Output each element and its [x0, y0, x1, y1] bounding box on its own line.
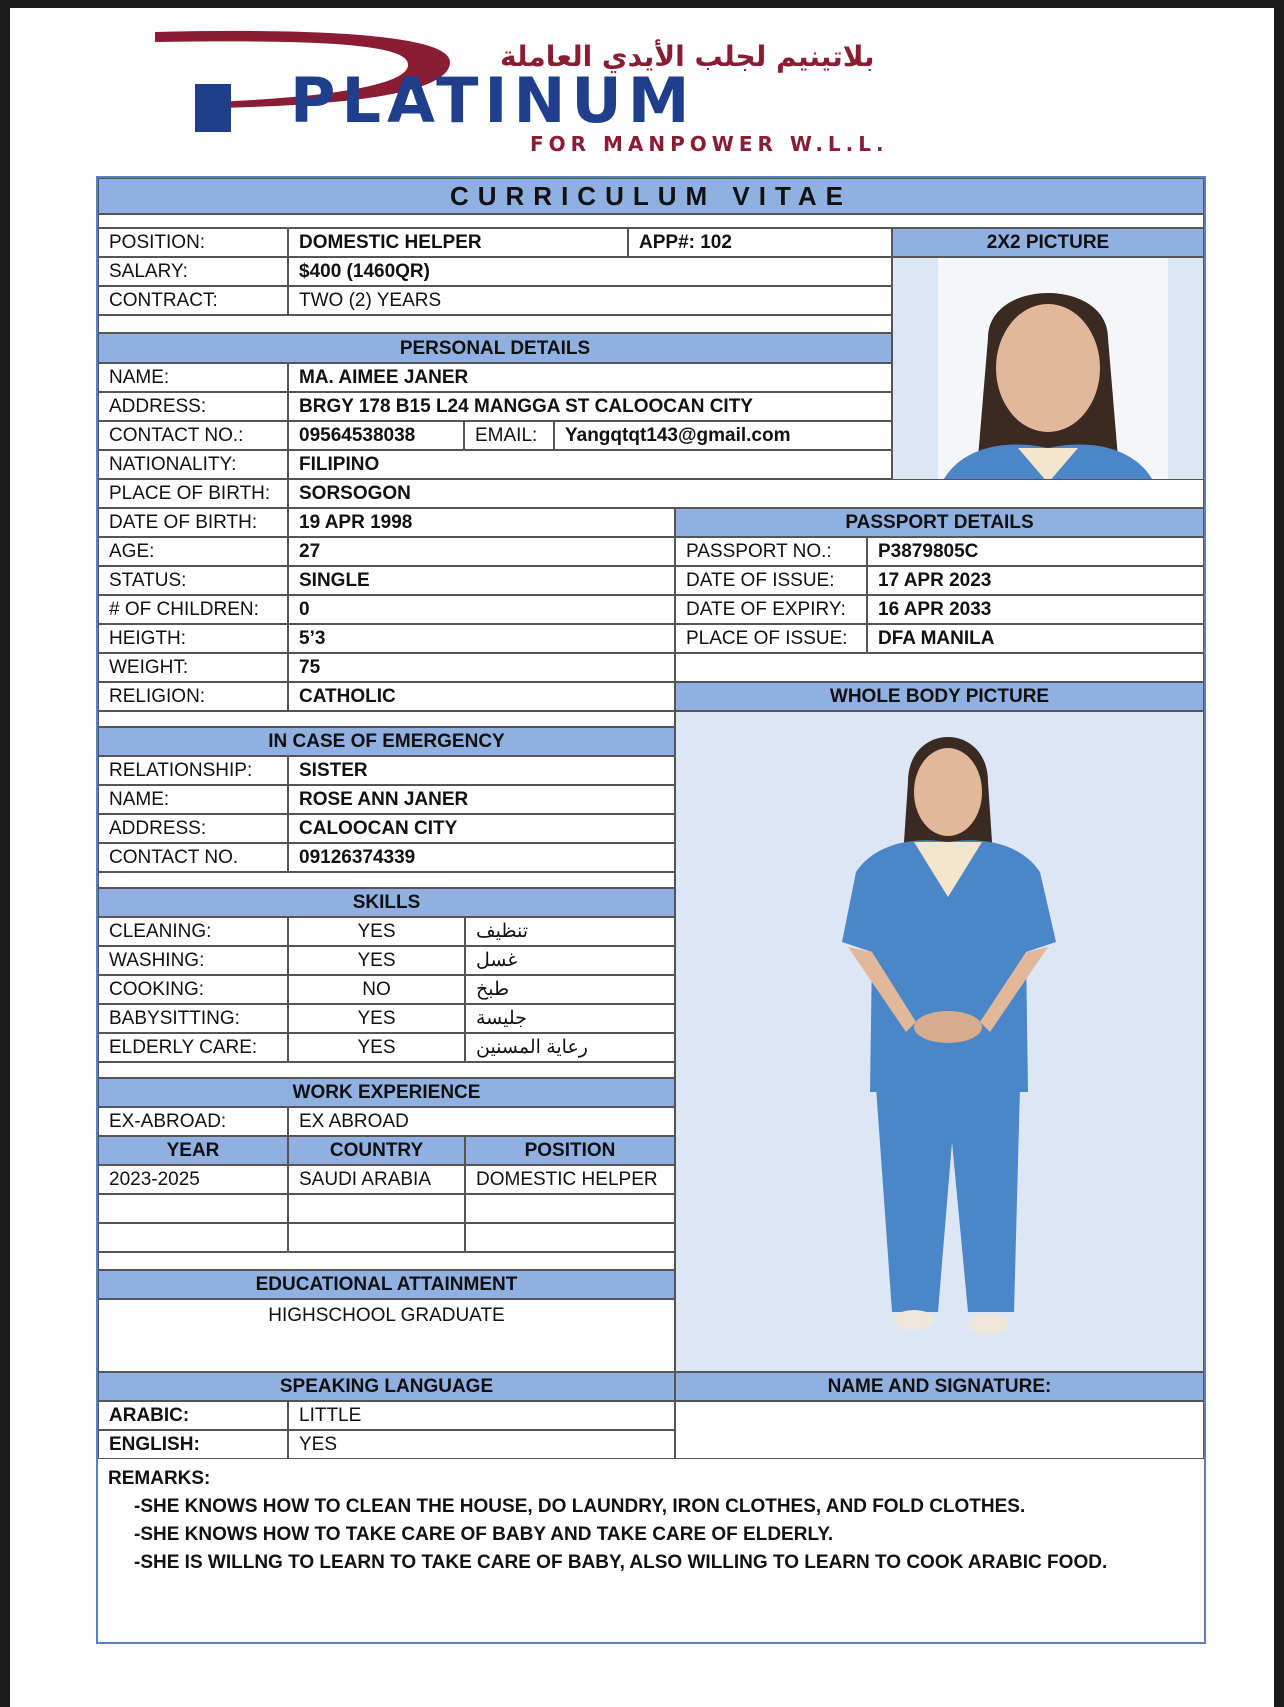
- weight-label: WEIGHT:: [98, 653, 288, 682]
- logo-arabic-name: بلاتينيم لجلب الأيدي العاملة: [500, 40, 875, 73]
- person-full-body-icon: [676, 712, 1203, 1371]
- children-label: # OF CHILDREN:: [98, 595, 288, 624]
- arabic-label: ARABIC:: [98, 1401, 288, 1430]
- dob-label: DATE OF BIRTH:: [98, 508, 288, 537]
- work-country: [288, 1223, 465, 1252]
- emergency-name-value: ROSE ANN JANER: [288, 785, 675, 814]
- spacer: [98, 1062, 675, 1078]
- issue-place-value: DFA MANILA: [867, 624, 1204, 653]
- work-country: SAUDI ARABIA: [288, 1165, 465, 1194]
- emergency-address-value: CALOOCAN CITY: [288, 814, 675, 843]
- contact-label: CONTACT NO.:: [98, 421, 288, 450]
- logo-subtitle: FOR MANPOWER W.L.L.: [530, 132, 889, 156]
- emergency-name-label: NAME:: [98, 785, 288, 814]
- salary-value: $400 (1460QR): [288, 257, 892, 286]
- spacer: [98, 315, 892, 333]
- col-year: YEAR: [98, 1136, 288, 1165]
- emergency-header: IN CASE OF EMERGENCY: [98, 727, 675, 756]
- english-value: YES: [288, 1430, 675, 1459]
- whole-body-header: WHOLE BODY PICTURE: [675, 682, 1204, 711]
- skill-label: CLEANING:: [98, 917, 288, 946]
- contract-value: TWO (2) YEARS: [288, 286, 892, 315]
- salary-label: SALARY:: [98, 257, 288, 286]
- skill-value: YES: [288, 917, 465, 946]
- personal-details-header: PERSONAL DETAILS: [98, 333, 892, 363]
- skill-label: WASHING:: [98, 946, 288, 975]
- education-header: EDUCATIONAL ATTAINMENT: [98, 1270, 675, 1299]
- skill-label: ELDERLY CARE:: [98, 1033, 288, 1062]
- emergency-contact-label: CONTACT NO.: [98, 843, 288, 872]
- position-value: DOMESTIC HELPER: [288, 228, 628, 257]
- work-year: 2023-2025: [98, 1165, 288, 1194]
- skill-arabic: تنظيف: [465, 917, 675, 946]
- cv-page: [10, 8, 1274, 1707]
- work-position: DOMESTIC HELPER: [465, 1165, 675, 1194]
- remarks-section: [98, 1459, 1204, 1617]
- status-value: SINGLE: [288, 566, 675, 595]
- issue-date-value: 17 APR 2023: [867, 566, 1204, 595]
- passport-no-value: P3879805C: [867, 537, 1204, 566]
- spacer: [98, 214, 1204, 228]
- religion-label: RELIGION:: [98, 682, 288, 711]
- status-label: STATUS:: [98, 566, 288, 595]
- language-header: SPEAKING LANGUAGE: [98, 1372, 675, 1401]
- signature-box: [675, 1401, 1204, 1459]
- expiry-date-value: 16 APR 2033: [867, 595, 1204, 624]
- whole-body-photo: [675, 711, 1204, 1372]
- address-value: BRGY 178 B15 L24 MANGGA ST CALOOCAN CITY: [288, 392, 892, 421]
- work-year: [98, 1194, 288, 1223]
- emergency-address-label: ADDRESS:: [98, 814, 288, 843]
- picture-header: 2X2 PICTURE: [892, 228, 1204, 257]
- height-value: 5’3: [288, 624, 675, 653]
- col-position: POSITION: [465, 1136, 675, 1165]
- name-value: MA. AIMEE JANER: [288, 363, 892, 392]
- relationship-label: RELATIONSHIP:: [98, 756, 288, 785]
- col-country: COUNTRY: [288, 1136, 465, 1165]
- english-label: ENGLISH:: [98, 1430, 288, 1459]
- skill-arabic: غسل: [465, 946, 675, 975]
- cv-title: CURRICULUM VITAE: [98, 178, 1204, 214]
- work-experience-header: WORK EXPERIENCE: [98, 1078, 675, 1107]
- remark-line: -SHE KNOWS HOW TO TAKE CARE OF BABY AND TAKE CARE OF ELDERLY.: [134, 1524, 834, 1545]
- email-label: EMAIL:: [464, 421, 554, 450]
- nationality-label: NATIONALITY:: [98, 450, 288, 479]
- issue-place-label: PLACE OF ISSUE:: [675, 624, 867, 653]
- email-value: Yangqtqt143@gmail.com: [554, 421, 892, 450]
- skill-label: BABYSITTING:: [98, 1004, 288, 1033]
- contract-label: CONTRACT:: [98, 286, 288, 315]
- spacer: [98, 711, 675, 727]
- pob-label: PLACE OF BIRTH:: [98, 479, 288, 508]
- weight-value: 75: [288, 653, 675, 682]
- remarks-label: REMARKS:: [108, 1468, 211, 1489]
- person-portrait-icon: [893, 258, 1203, 492]
- religion-value: CATHOLIC: [288, 682, 675, 711]
- id-photo: [892, 257, 1204, 493]
- work-country: [288, 1194, 465, 1223]
- nationality-value: FILIPINO: [288, 450, 892, 479]
- remark-line: -SHE KNOWS HOW TO CLEAN THE HOUSE, DO LAUNDRY, IRON CLOTHES, AND FOLD CLOTHES.: [134, 1496, 1026, 1517]
- remark-line: -SHE IS WILLNG TO LEARN TO TAKE CARE OF BABY, ALSO WILLING TO LEARN TO COOK ARABIC FOOD.: [134, 1552, 1108, 1573]
- logo-name: PLATINUM: [290, 64, 696, 137]
- work-position: [465, 1194, 675, 1223]
- skill-value: YES: [288, 1004, 465, 1033]
- dob-value: 19 APR 1998: [288, 508, 675, 537]
- passport-no-label: PASSPORT NO.:: [675, 537, 867, 566]
- pob-value: SORSOGON: [288, 479, 1204, 508]
- children-value: 0: [288, 595, 675, 624]
- relationship-value: SISTER: [288, 756, 675, 785]
- arabic-value: LITTLE: [288, 1401, 675, 1430]
- age-value: 27: [288, 537, 675, 566]
- height-label: HEIGTH:: [98, 624, 288, 653]
- expiry-date-label: DATE OF EXPIRY:: [675, 595, 867, 624]
- skill-label: COOKING:: [98, 975, 288, 1004]
- age-label: AGE:: [98, 537, 288, 566]
- app-number: APP#: 102: [628, 228, 892, 257]
- education-value: HIGHSCHOOL GRADUATE: [98, 1299, 675, 1372]
- work-position: [465, 1223, 675, 1252]
- skill-value: NO: [288, 975, 465, 1004]
- position-label: POSITION:: [98, 228, 288, 257]
- skills-header: SKILLS: [98, 888, 675, 917]
- ex-abroad-label: EX-ABROAD:: [98, 1107, 288, 1136]
- skill-arabic: طبخ: [465, 975, 675, 1004]
- issue-date-label: DATE OF ISSUE:: [675, 566, 867, 595]
- ex-abroad-value: EX ABROAD: [288, 1107, 675, 1136]
- work-year: [98, 1223, 288, 1252]
- contact-value: 09564538038: [288, 421, 464, 450]
- skill-value: YES: [288, 1033, 465, 1062]
- spacer: [98, 872, 675, 888]
- passport-header: PASSPORT DETAILS: [675, 508, 1204, 537]
- emergency-contact-value: 09126374339: [288, 843, 675, 872]
- spacer: [675, 653, 1204, 682]
- skill-arabic: رعاية المسنين: [465, 1033, 675, 1062]
- name-label: NAME:: [98, 363, 288, 392]
- address-label: ADDRESS:: [98, 392, 288, 421]
- skill-arabic: جليسة: [465, 1004, 675, 1033]
- skill-value: YES: [288, 946, 465, 975]
- signature-header: NAME AND SIGNATURE:: [675, 1372, 1204, 1401]
- cv-form: [96, 176, 1206, 1644]
- spacer: [98, 1252, 675, 1270]
